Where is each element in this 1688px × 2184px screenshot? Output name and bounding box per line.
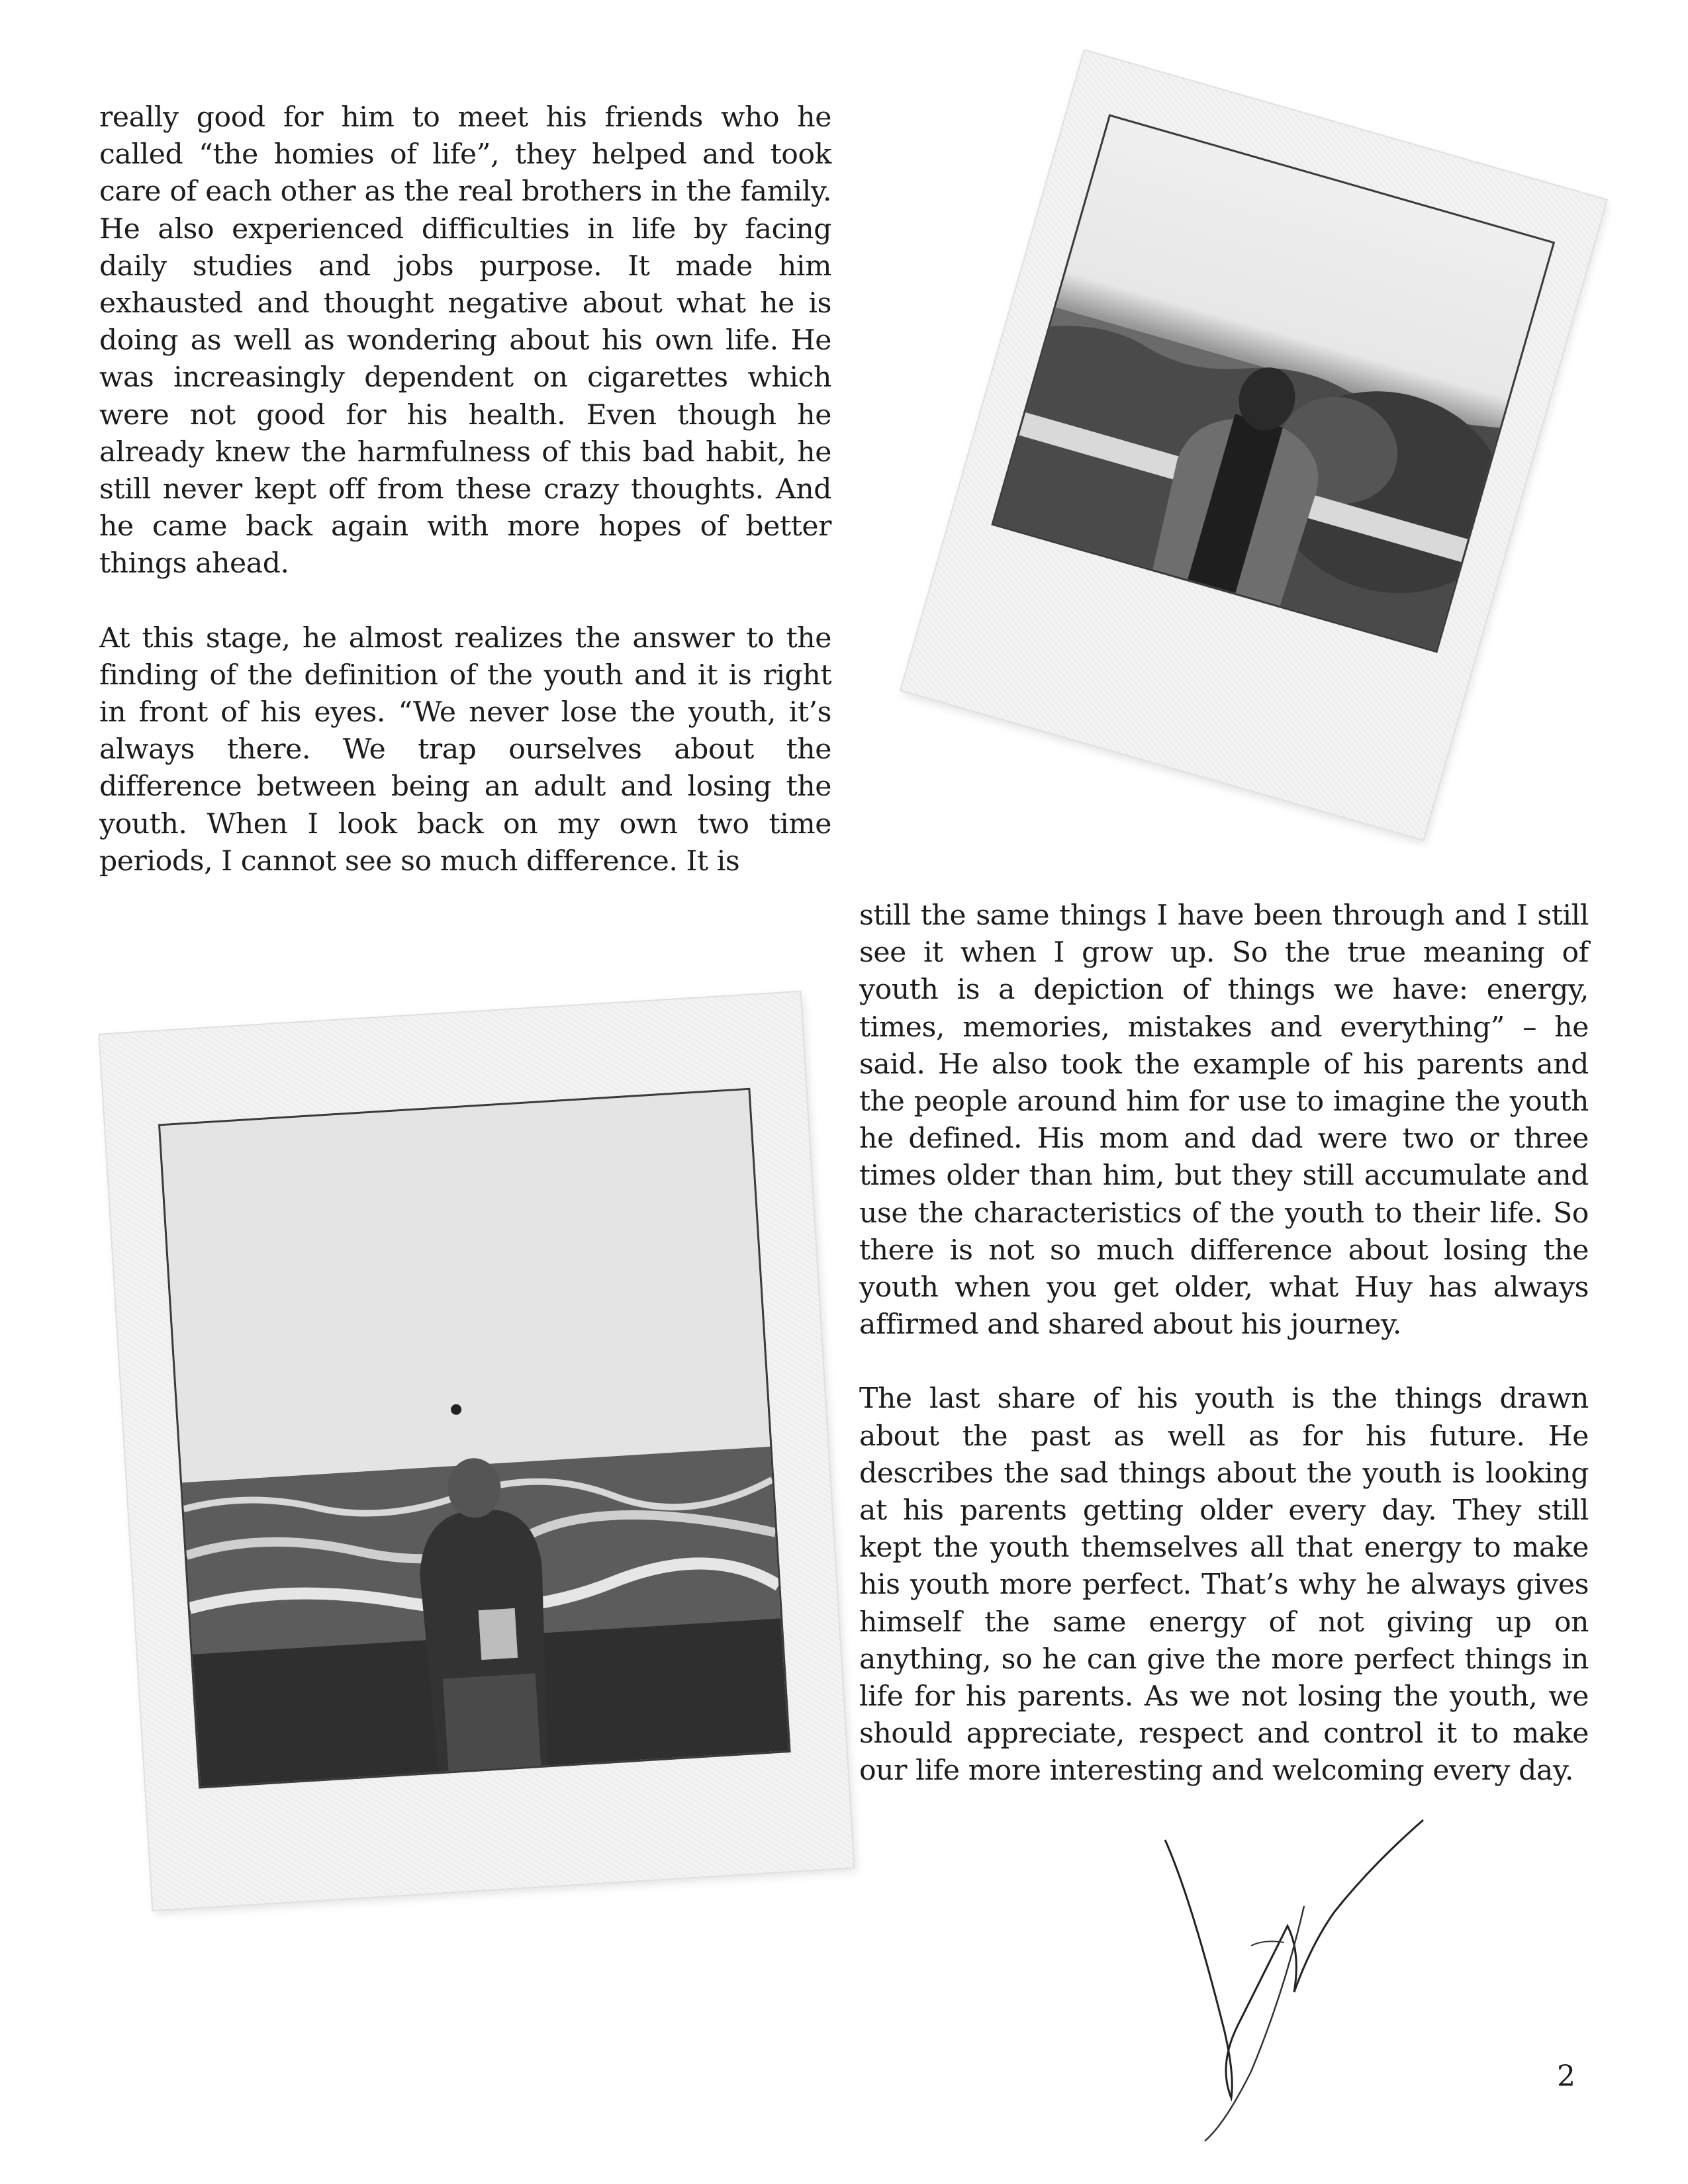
polaroid-photo-man-at-railing <box>901 50 1606 839</box>
paragraph: At this stage, he almost realizes the answer to the finding of the definition of the youth and it is right in front of his eyes. “We never lose the youth, it’s always there. We trap ourselves about the difference between being an adult and losing the youth. When I look back on my own two time periods, I cannot see so much difference. It is <box>99 621 831 878</box>
polaroid-photo-man-at-sea <box>100 992 854 1910</box>
handwritten-signature <box>1152 1813 1430 2144</box>
left-text-column <box>99 99 831 880</box>
photo-man-at-sea <box>158 1088 791 1789</box>
right-text-column <box>859 897 1589 1790</box>
paragraph: still the same things I have been through and I still see it when I grow up. So the true meaning of youth is a depiction of things we have: energy, times, memories, mistakes and everything” – he said. He also took the example of his parents and the people around him for use to imagine the youth he defined. His mom and dad were two or three times older than him, but they still accumulate and use the characteristics of the youth to their life. So there is not so much difference about losing the youth when you get older, what Huy has always affirmed and shared about his journey. <box>859 899 1589 1342</box>
paragraph: The last share of his youth is the things drawn about the past as well as for his future. He describes the sad things about the youth is looking at his parents getting older every day. They still kept the youth themselves all that energy to make his youth more perfect. That’s why he always gives himself the same energy of not giving up on anything, so he can give the more perfect things in life for his parents. As we not losing the youth, we should appreciate, respect and control it to make our life more interesting and welcoming every day. <box>859 1383 1589 1788</box>
page-number: 2 <box>1557 2060 1575 2093</box>
paragraph: really good for him to meet his friends who he called “the homies of life”, they helped and took care of each other as the real brothers in the family. He also experienced difficulties in life by facing daily studies and jobs purpose. It made him exhausted and thought negative about what he is doing as well as wondering about his own life. He was increasingly dependent on cigarettes which were not good for his health. Even though he already knew the harmfulness of this bad habit, he still never kept off from these crazy thoughts. And he came back again with more hopes of better things ahead. <box>99 101 831 580</box>
